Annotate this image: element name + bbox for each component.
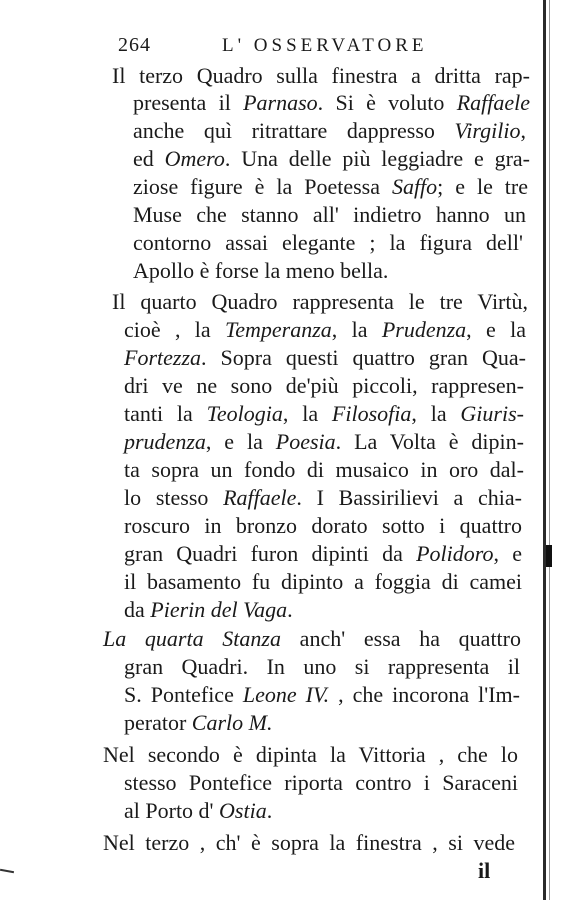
text-line: prudenza, e la Poesia. La Volta è dipin- [124, 429, 524, 454]
text-line: contorno assai elegante ; la figura dell' [133, 230, 523, 255]
text-line: Il terzo Quadro sulla finestra a dritta rap- [112, 63, 530, 88]
text-line: ta sopra un fondo di musaico in oro dal- [124, 457, 524, 482]
text-line: Il quarto Quadro rappresenta le tre Virtù, [112, 289, 528, 314]
text-line: il basamento fu dipinto a foggia di camei [124, 569, 522, 594]
page-number: 264 [118, 34, 151, 56]
catchword: il [478, 858, 491, 883]
text-line: roscuro in bronzo dorato sotto i quattro [124, 513, 522, 538]
text-line: La quarta Stanza anch' essa ha quattro [103, 626, 521, 651]
text-line: da Pierin del Vaga. [124, 597, 293, 622]
text-line: Nel terzo , ch' è sopra la finestra , si vede [103, 830, 515, 855]
text-line: Fortezza. Sopra questi quattro gran Qua- [124, 345, 526, 370]
text-line: Muse che stanno all' indietro hanno un [133, 202, 526, 227]
text-line: Nel secondo è dipinta la Vittoria , che lo [103, 742, 518, 767]
page-edge-line [549, 0, 550, 900]
text-line: Apollo è forse la meno bella. [133, 258, 389, 283]
page-edge-shadow [543, 0, 546, 900]
text-line: S. Pontefice Leone IV. , che incorona l'Im- [124, 682, 520, 707]
text-line: stesso Pontefice riporta contro i Saraceni [124, 770, 518, 795]
text-line: perator Carlo M. [124, 710, 273, 735]
text-line: ziose figure è la Poetessa Saffo; e le tre [133, 174, 528, 199]
text-line: ed Omero. Una delle più leggiadre e gra- [133, 146, 531, 171]
ink-mark [0, 869, 14, 873]
running-header [118, 34, 538, 64]
text-line: presenta il Parnaso. Si è voluto Raffaele [133, 90, 530, 115]
ink-mark [546, 545, 552, 567]
text-line: cioè , la Temperanza, la Prudenza, e la [124, 317, 526, 342]
text-line: dri ve ne sono de'più piccoli, rappresen- [124, 373, 524, 398]
text-line: gran Quadri furon dipinti da Polidoro, e [124, 541, 522, 566]
text-line: gran Quadri. In uno si rappresenta il [124, 654, 520, 679]
text-line: lo stesso Raffaele. I Bassirilievi a chia- [124, 485, 522, 510]
text-line: al Porto d' Ostia. [124, 798, 273, 823]
running-title: L' OSSERVATORE [222, 35, 428, 56]
text-line: anche quì ritrattare dappresso Virgilio, [133, 118, 526, 143]
text-line: tanti la Teologia, la Filosofia, la Giuris- [124, 401, 524, 426]
